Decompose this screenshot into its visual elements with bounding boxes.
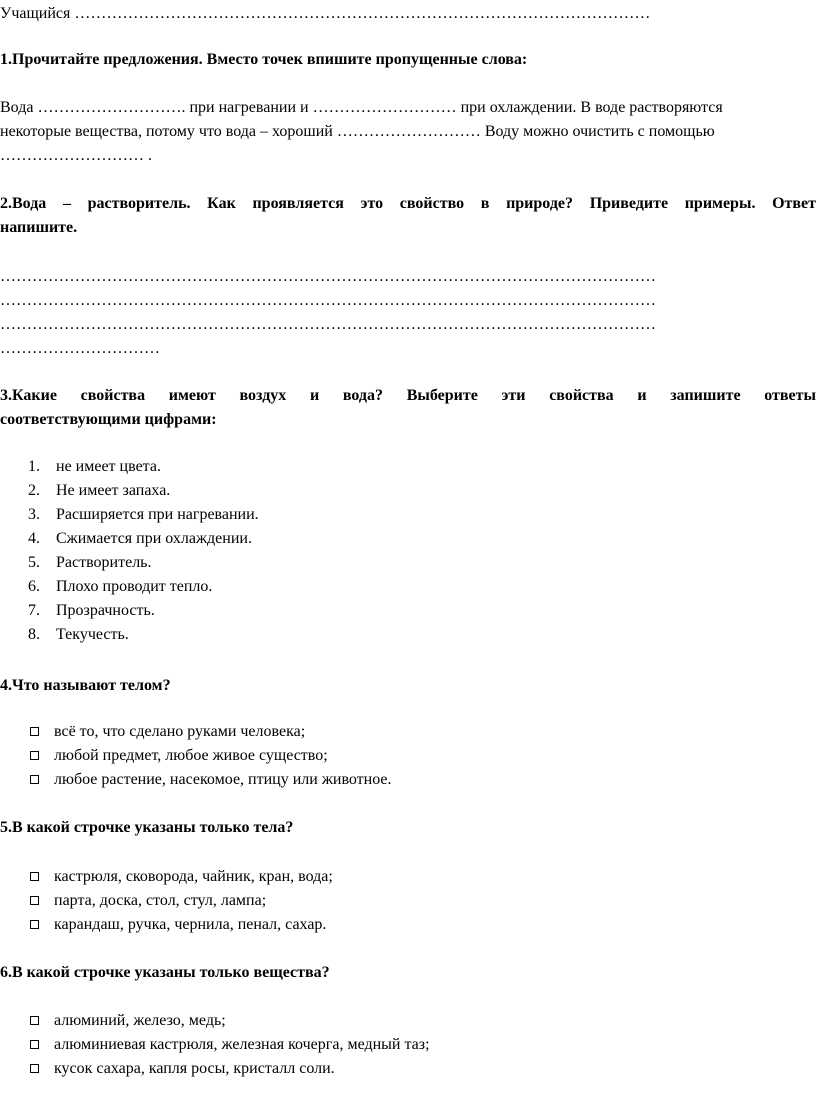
list-item bbox=[0, 503, 816, 527]
answer-option[interactable] bbox=[0, 1009, 816, 1033]
item-number: 6. bbox=[28, 578, 40, 595]
question-1-line-3: ……………………… . bbox=[0, 147, 152, 164]
question-1-title: 1.Прочитайте предложения. Вместо точек впишите пропущенные слова: bbox=[0, 51, 528, 68]
question-2-title-line-1: 2.Вода – растворитель. Как проявляется это свойство в природе? Приведите примеры. Ответ bbox=[0, 195, 816, 212]
option-text: любой предмет, любое живое существо; bbox=[54, 747, 328, 764]
answer-option[interactable] bbox=[0, 720, 816, 744]
answer-option[interactable] bbox=[0, 913, 816, 937]
answer-option[interactable] bbox=[0, 768, 816, 792]
question-6-title: 6.В какой строчке указаны только вещества? bbox=[0, 964, 330, 981]
answer-option[interactable] bbox=[0, 1057, 816, 1081]
question-3-title bbox=[0, 384, 816, 432]
list-item bbox=[0, 527, 816, 551]
question-2-answer-lines bbox=[0, 265, 816, 361]
question-4-options bbox=[0, 720, 816, 792]
checkbox[interactable] bbox=[30, 872, 39, 881]
question-1-line-2: некоторые вещества, потому что вода – хороший ……………………… Воду можно очистить с помощью bbox=[0, 123, 715, 140]
answer-line[interactable]: …………………………………………………………………………………………………………… bbox=[0, 292, 656, 309]
item-text: Не имеет запаха. bbox=[56, 482, 171, 499]
question-1-line-1: Вода ………………………. при нагревании и ……………………… при охлаждении. В воде растворяются bbox=[0, 99, 723, 116]
list-item bbox=[0, 479, 816, 503]
student-name-line: Учащийся ……………………………………………………………………………………………… bbox=[0, 5, 651, 22]
item-number: 3. bbox=[28, 506, 40, 523]
question-3-title-line-1: 3.Какие свойства имеют воздух и вода? Выберите эти свойства и запишите ответы bbox=[0, 387, 816, 404]
option-text: любое растение, насекомое, птицу или животное. bbox=[54, 771, 392, 788]
list-item bbox=[0, 575, 816, 599]
option-text: алюминиевая кастрюля, железная кочерга, медный таз; bbox=[54, 1036, 430, 1053]
checkbox[interactable] bbox=[30, 896, 39, 905]
checkbox[interactable] bbox=[30, 920, 39, 929]
item-number: 5. bbox=[28, 554, 40, 571]
answer-line[interactable]: …………………………………………………………………………………………………………… bbox=[0, 268, 656, 285]
question-5-title: 5.В какой строчке указаны только тела? bbox=[0, 819, 294, 836]
item-text: Прозрачность. bbox=[56, 602, 155, 619]
item-number: 7. bbox=[28, 602, 40, 619]
option-text: парта, доска, стол, стул, лампа; bbox=[54, 892, 267, 909]
item-number: 2. bbox=[28, 482, 40, 499]
question-5-options bbox=[0, 865, 816, 937]
list-item bbox=[0, 623, 816, 647]
item-number: 4. bbox=[28, 530, 40, 547]
question-1-text bbox=[0, 96, 816, 168]
question-2-title-line-2: напишите. bbox=[0, 219, 78, 236]
answer-option[interactable] bbox=[0, 865, 816, 889]
item-text: Сжимается при охлаждении. bbox=[56, 530, 252, 547]
list-item bbox=[0, 455, 816, 479]
question-3-properties-list bbox=[0, 455, 816, 647]
item-text: Растворитель. bbox=[56, 554, 152, 571]
checkbox[interactable] bbox=[30, 727, 39, 736]
checkbox[interactable] bbox=[30, 1064, 39, 1073]
answer-option[interactable] bbox=[0, 1033, 816, 1057]
list-item bbox=[0, 599, 816, 623]
checkbox[interactable] bbox=[30, 751, 39, 760]
answer-option[interactable] bbox=[0, 889, 816, 913]
question-2-title bbox=[0, 192, 816, 240]
answer-option[interactable] bbox=[0, 744, 816, 768]
question-6-options bbox=[0, 1009, 816, 1081]
answer-line[interactable]: …………………………………………………………………………………………………………… bbox=[0, 316, 656, 333]
item-text: не имеет цвета. bbox=[56, 458, 161, 475]
checkbox[interactable] bbox=[30, 1016, 39, 1025]
item-text: Плохо проводит тепло. bbox=[56, 578, 213, 595]
item-text: Расширяется при нагревании. bbox=[56, 506, 259, 523]
option-text: кастрюля, сковорода, чайник, кран, вода; bbox=[54, 868, 333, 885]
item-number: 1. bbox=[28, 458, 40, 475]
answer-line[interactable]: ………………………… bbox=[0, 340, 160, 357]
option-text: карандаш, ручка, чернила, пенал, сахар. bbox=[54, 916, 327, 933]
question-3-title-line-2: соответствующими цифрами: bbox=[0, 411, 217, 428]
item-number: 8. bbox=[28, 626, 40, 643]
checkbox[interactable] bbox=[30, 1040, 39, 1049]
option-text: всё то, что сделано руками человека; bbox=[54, 723, 306, 740]
item-text: Текучесть. bbox=[56, 626, 129, 643]
option-text: кусок сахара, капля росы, кристалл соли. bbox=[54, 1060, 335, 1077]
checkbox[interactable] bbox=[30, 775, 39, 784]
question-4-title: 4.Что называют телом? bbox=[0, 677, 171, 694]
option-text: алюминий, железо, медь; bbox=[54, 1012, 226, 1029]
list-item bbox=[0, 551, 816, 575]
